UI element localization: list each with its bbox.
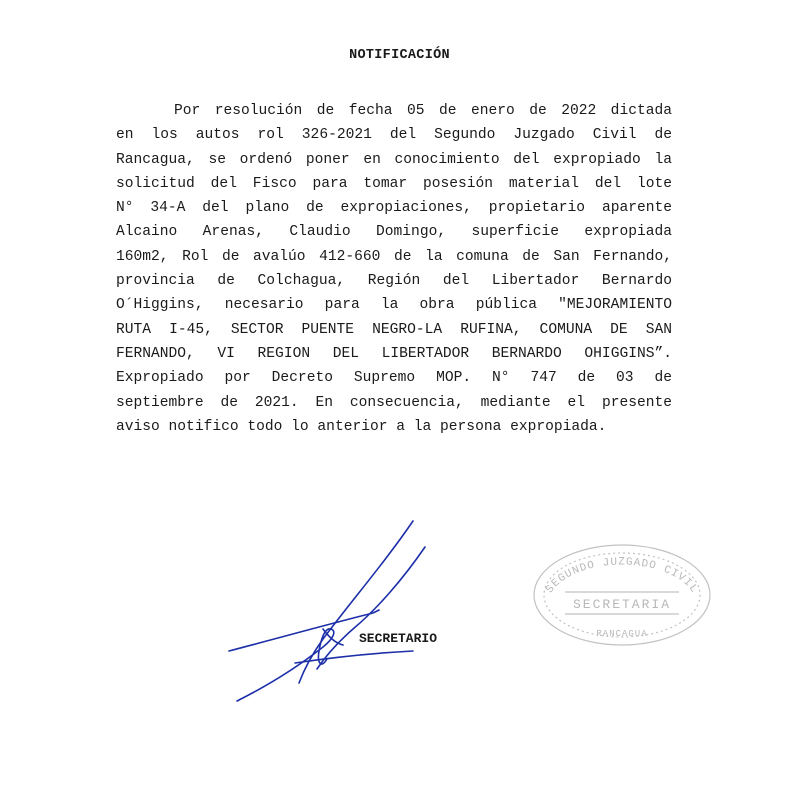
notification-body [116,99,672,439]
body-line: Alcaino Arenas, Claudio Domingo, superficie expropiada [116,224,672,241]
body-line: N° 34-A del plano de expropiaciones, propietario aparente [116,200,672,217]
stamp-center-text: SECRETARIA [572,597,672,612]
svg-text:SEGUNDO JUZGADO CIVIL [544,557,700,596]
body-line: aviso notifico todo lo anterior a la persona expropiada. [116,418,607,435]
handwritten-signature [225,517,445,707]
body-line: Rancagua, se ordenó poner en conocimiento del expropiado la [116,151,672,168]
body-line: septiembre de 2021. En consecuencia, mediante el presente [116,394,672,411]
signature-label: SECRETARIO [359,631,438,646]
body-line: Expropiado por Decreto Supremo MOP. N° 747 de 03 de [116,370,672,387]
body-line: Por resolución de fecha 05 de enero de 2022 dictada [174,103,672,119]
body-line: solicitud del Fisco para tomar posesión material del lote [116,175,672,192]
body-line: provincia de Colchagua, Región del Libertador Bernardo [116,273,672,290]
body-line: en los autos rol 326-2021 del Segundo Juzgado Civil de [116,127,672,144]
body-line: FERNANDO, VI REGION DEL LIBERTADOR BERNARDO OHIGGINS”. [116,345,672,362]
document-title: NOTIFICACIÓN [349,48,450,63]
court-stamp [527,540,717,650]
body-line: 160m2, Rol de avalúo 412-660 de la comuna de San Fernando, [116,248,672,265]
stamp-top-text: SEGUNDO JUZGADO CIVIL [544,556,700,596]
body-line: RUTA I-45, SECTOR PUENTE NEGRO-LA RUFINA, COMUNA DE SAN [116,321,672,338]
body-line: O´Higgins, necesario para la obra pública "MEJORAMIENTO [116,297,672,314]
stamp-bottom-text: RANCAGUA [596,629,648,639]
